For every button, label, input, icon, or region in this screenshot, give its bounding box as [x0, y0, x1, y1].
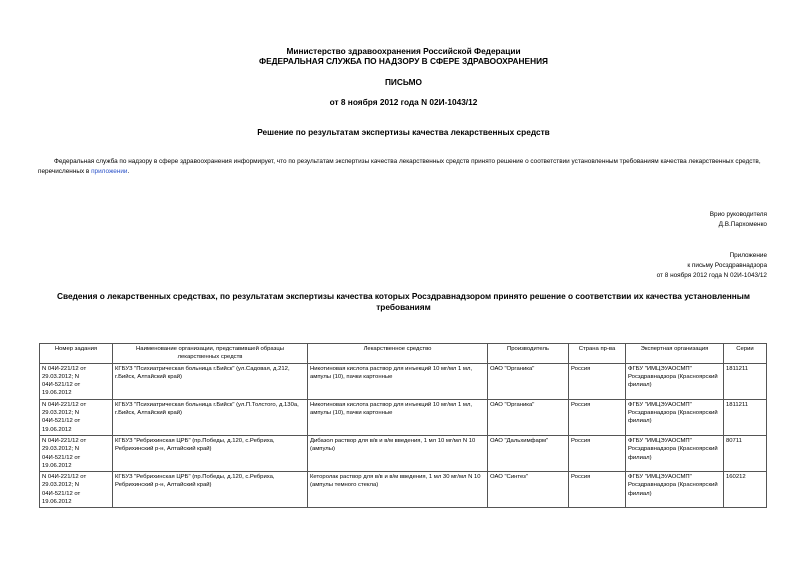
cell-org: КГБУЗ "Ребрихинская ЦРБ" (пр.Победы, д.120, с.Ребриха, Ребрихинский р-н, Алтайский край) [113, 472, 308, 508]
signature-position: Врио руководителя [709, 211, 767, 218]
appendix-block [657, 251, 767, 281]
col-task-number: Номер задания [40, 344, 113, 364]
body-paragraph [38, 157, 776, 177]
cell-series: 160212 [724, 472, 767, 508]
cell-org: КГБУЗ "Ребрихинская ЦРБ" (пр.Победы, д.120, с.Ребриха, Ребрихинский р-н, Алтайский край) [113, 435, 308, 471]
table-title: Сведения о лекарственных средствах, по результатам экспертизы качества которых Росздравнадзором принято решение о соответствии их качества установленным требованиям [56, 291, 750, 312]
table-header-row [40, 344, 767, 364]
table-row [40, 472, 767, 508]
cell-expert: ФГБУ "ИМЦЭУАОСМП" Росздравнадзора (Красноярский филиал) [626, 435, 724, 471]
table-row [40, 435, 767, 471]
cell-org: КГБУЗ "Психиатрическая больница г.Бийск" (ул.Садовая, д.212, г.Бийск, Алтайский край) [113, 363, 308, 399]
cell-maker: ОАО "Органика" [488, 363, 569, 399]
cell-country: Россия [569, 399, 626, 435]
col-drug: Лекарственное средство [308, 344, 488, 364]
cell-task: N 04И-221/12 от 29.03.2012; N 04И-521/12 от 19.06.2012 [40, 435, 113, 471]
document-type: ПИСЬМО [384, 77, 423, 87]
appendix-date: от 8 ноября 2012 года N 02И-1043/12 [656, 272, 767, 279]
col-series: Серии [724, 344, 767, 364]
cell-maker: ОАО "Дальхимфарм" [488, 435, 569, 471]
cell-series: 1811211 [724, 399, 767, 435]
cell-expert: ФГБУ "ИМЦЭУАОСМП" Росздравнадзора (Красноярский филиал) [626, 472, 724, 508]
cell-drug: Кеторолак раствор для в/в и в/м введения, 1 мл 30 мг/мл N 10 (ампулы темного стекла) [308, 472, 488, 508]
col-organization: Наименование организации, представившей образцы лекарственных средств [113, 344, 308, 364]
document-subject: Решение по результатам экспертизы качества лекарственных средств [257, 127, 550, 137]
body-text: Федеральная служба по надзору в сфере здравоохранения информирует, что по результатам экспертизы качества лекарственных средств принято решение о соответствии установленным требованиям качества лекарственных средств, перечисленных в [38, 158, 761, 175]
cell-drug: Никотиновая кислота раствор для инъекций 10 мг/мл 1 мл, ампулы (10), пачки картонные [308, 399, 488, 435]
cell-task: N 04И-221/12 от 29.03.2012; N 04И-521/12 от 19.06.2012 [40, 363, 113, 399]
col-country: Страна пр-ва [569, 344, 626, 364]
service-title: ФЕДЕРАЛЬНАЯ СЛУЖБА ПО НАДЗОРУ В СФЕРЕ ЗДРАВООХРАНЕНИЯ [259, 56, 548, 66]
cell-country: Россия [569, 363, 626, 399]
cell-drug: Никотиновая кислота раствор для инъекций 10 мг/мл 1 мл, ампулы (10), пачки картонные [308, 363, 488, 399]
col-expert-organization: Экспертная организация [626, 344, 724, 364]
cell-drug: Дибазол раствор для в/в и в/м введения, 1 мл 10 мг/мл N 10 (ампулы) [308, 435, 488, 471]
cell-country: Россия [569, 435, 626, 471]
document-date-number: от 8 ноября 2012 года N 02И-1043/12 [329, 97, 478, 107]
cell-maker: ОАО "Органика" [488, 399, 569, 435]
table-row [40, 399, 767, 435]
appendix-link[interactable]: приложении [91, 168, 128, 175]
appendix-reference: к письму Росздравнадзора [687, 262, 767, 269]
cell-expert: ФГБУ "ИМЦЭУАОСМП" Росздравнадзора (Красноярский филиал) [626, 363, 724, 399]
signature-block [710, 210, 767, 230]
cell-country: Россия [569, 472, 626, 508]
cell-maker: ОАО "Синтез" [488, 472, 569, 508]
appendix-label: Приложение [729, 252, 767, 259]
body-text-end: . [127, 168, 130, 175]
cell-task: N 04И-221/12 от 29.03.2012; N 04И-521/12 от 19.06.2012 [40, 472, 113, 508]
table-row [40, 363, 767, 399]
ministry-title: Министерство здравоохранения Российской Федерации [286, 46, 521, 56]
cell-expert: ФГБУ "ИМЦЭУАОСМП" Росздравнадзора (Красноярский филиал) [626, 399, 724, 435]
drug-table [39, 343, 767, 508]
cell-task: N 04И-221/12 от 29.03.2012; N 04И-521/12 от 19.06.2012 [40, 399, 113, 435]
signature-name: Д.В.Пархоменко [718, 221, 767, 228]
cell-series: 1811211 [724, 363, 767, 399]
cell-org: КГБУЗ "Психиатрическая больница г.Бийск" (ул.П.Толстого, д.130а, г.Бийск, Алтайский край) [113, 399, 308, 435]
cell-series: 80711 [724, 435, 767, 471]
col-manufacturer: Производитель [488, 344, 569, 364]
